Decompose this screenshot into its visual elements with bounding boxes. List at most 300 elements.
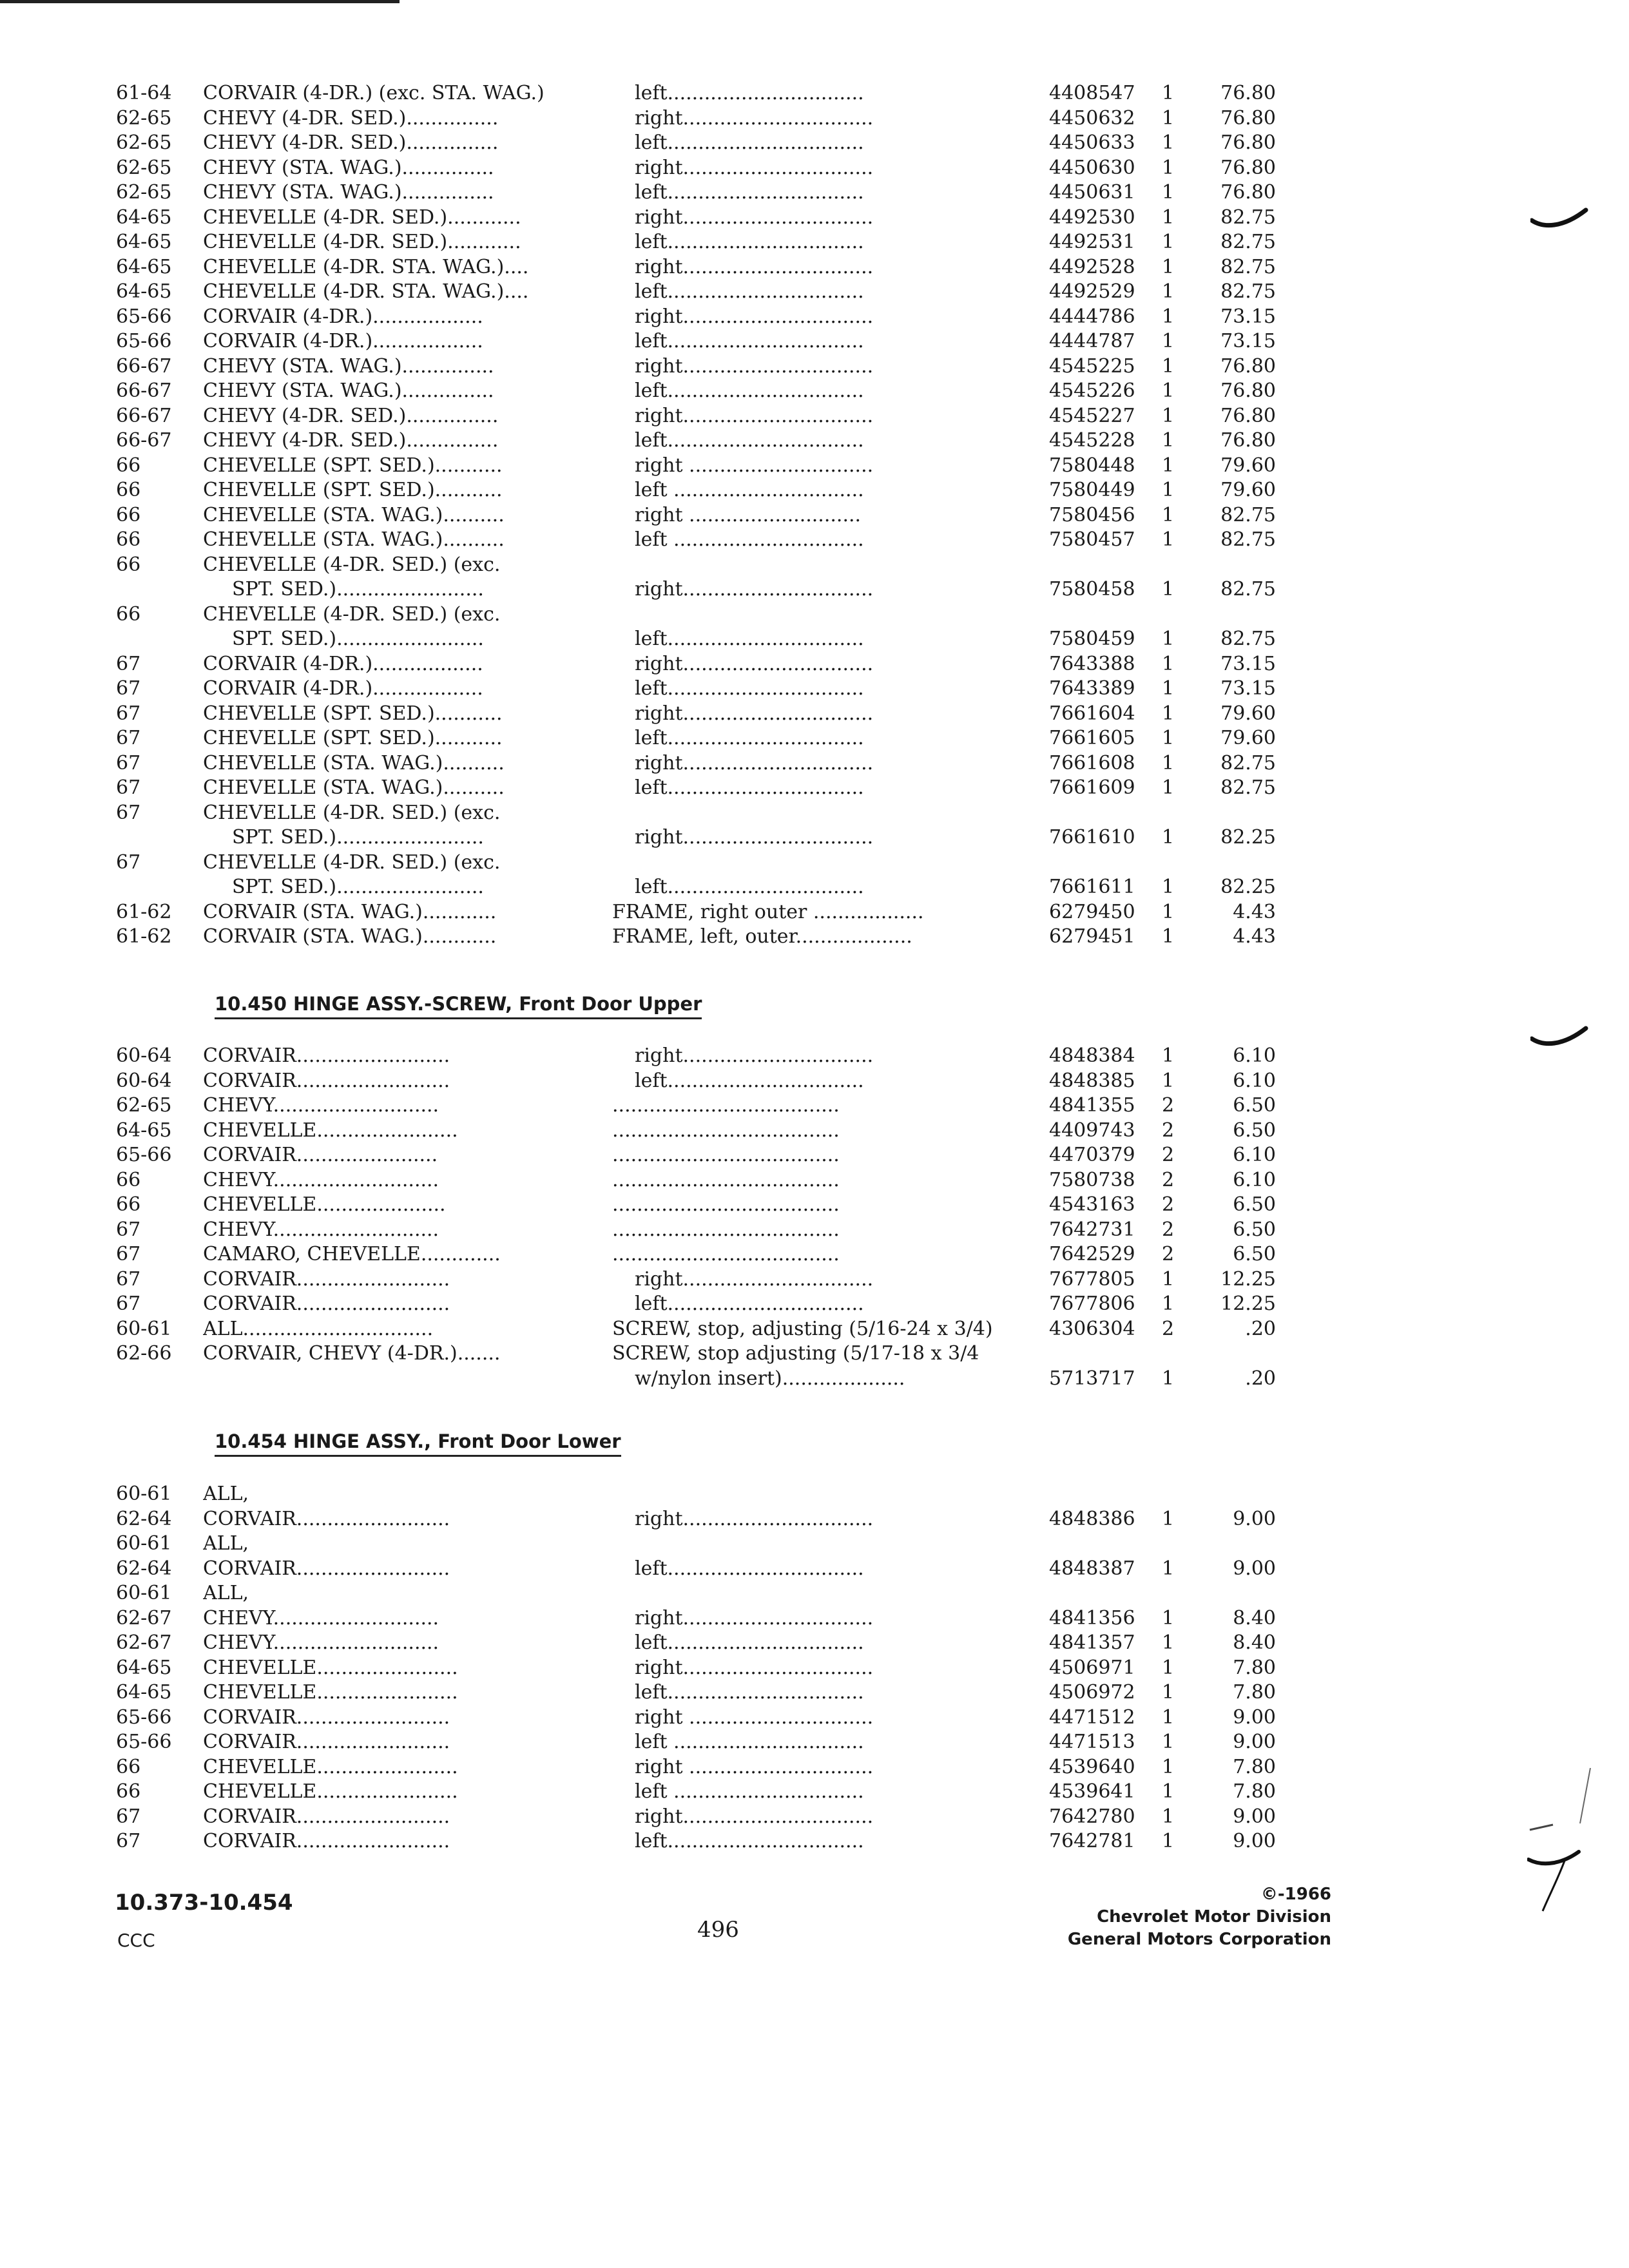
price: 6.50 [1233,1094,1276,1117]
year-range: 66 [116,1193,141,1216]
part-description: left................................ [635,727,864,749]
year-range: 62-64 [116,1557,172,1580]
quantity: 1 [1162,354,1175,378]
part-description: left................................ [635,1557,864,1580]
part-number: 4841357 [1049,1631,1135,1654]
table-row [116,751,1276,776]
part-number: 7661610 [1049,826,1135,849]
part-description: left................................ [635,231,864,253]
price: 9.00 [1233,1706,1276,1729]
table-row [116,131,1276,156]
year-range: 66 [116,1168,141,1191]
quantity: 1 [1162,1631,1175,1654]
table-row [116,801,1276,826]
quantity: 1 [1162,429,1175,452]
table-row [116,1755,1276,1780]
part-description: right............................... [635,255,874,278]
year-range: 64-65 [116,1656,172,1679]
part-description: left................................ [635,1681,864,1704]
quantity: 1 [1162,1755,1175,1778]
table-row [116,1507,1276,1532]
part-description: left ............................... [635,479,864,501]
model-name: CORVAIR (4-DR.).................. [203,652,483,675]
price: 82.25 [1220,876,1276,898]
part-description: ..................................... [612,1243,840,1265]
table-row [116,1367,1276,1392]
price: 76.80 [1220,156,1276,179]
part-description: left................................ [635,131,864,154]
model-name: CHEVELLE (4-DR. SED.) (exc. [203,553,501,576]
price: 82.75 [1220,503,1276,526]
table-row [116,255,1276,280]
model-name: CHEVELLE....................... [203,1755,458,1778]
model-name: CORVAIR......................... [203,1805,450,1828]
price: 79.60 [1220,727,1276,749]
quantity: 1 [1162,156,1175,179]
table-row [116,825,1276,850]
footer-division: Chevrolet Motor Division [1097,1907,1331,1927]
part-description: right............................... [635,1507,874,1530]
parts-list-section-2 [116,1044,1276,1391]
quantity: 2 [1162,1193,1175,1216]
year-range: 60-61 [116,1532,172,1555]
year-range: 60-61 [116,1317,172,1340]
year-range: 64-65 [116,206,172,229]
model-name: CHEVELLE (4-DR. STA. WAG.).... [203,255,529,278]
quantity: 1 [1162,255,1175,278]
margin-check-mark [1530,1024,1588,1057]
year-range: 67 [116,727,141,749]
model-name: CHEVY........................... [203,1218,439,1241]
part-description: right............................... [635,578,874,601]
model-name: CORVAIR......................... [203,1267,450,1291]
table-row [116,577,1276,602]
quantity: 1 [1162,1557,1175,1580]
part-number: 7580456 [1049,503,1135,526]
model-name: CORVAIR......................... [203,1293,450,1315]
price: 76.80 [1220,82,1276,104]
price: 82.75 [1220,206,1276,229]
price: 76.80 [1220,380,1276,402]
part-description: ..................................... [612,1193,840,1216]
table-row [116,1606,1276,1631]
price: 82.75 [1220,280,1276,303]
part-number: 4848385 [1049,1069,1135,1092]
quantity: 1 [1162,1069,1175,1092]
year-range: 66-67 [116,404,172,427]
part-description: w/nylon insert).................... [635,1367,905,1390]
model-name: CORVAIR......................... [203,1069,450,1092]
price: 76.80 [1220,106,1276,130]
part-description: left................................ [635,1631,864,1654]
quantity: 1 [1162,1267,1175,1291]
part-description: left ............................... [635,528,864,551]
price: 9.00 [1233,1557,1276,1580]
price: 6.10 [1233,1044,1276,1067]
part-description: right .............................. [635,1706,874,1729]
model-name: CHEVELLE (4-DR. SED.) (exc. [203,850,501,874]
part-description: left ............................... [635,1780,864,1803]
table-row [116,329,1276,354]
table-row [116,1631,1276,1656]
model-name: CHEVELLE (STA. WAG.).......... [203,528,505,551]
year-range: 60-61 [116,1483,172,1505]
part-number: 4848386 [1049,1507,1135,1530]
part-number: 7677805 [1049,1267,1135,1291]
year-range: 67 [116,1243,141,1265]
table-row [116,1218,1276,1243]
price: 82.75 [1220,231,1276,253]
part-number: 4545226 [1049,380,1135,402]
year-range: 67 [116,850,141,874]
part-number: 4306304 [1049,1317,1135,1340]
price: 6.10 [1233,1144,1276,1166]
price: 76.80 [1220,131,1276,154]
year-range: 66 [116,602,141,626]
year-range: 67 [116,702,141,725]
year-range: 62-65 [116,1094,172,1117]
part-number: 7643388 [1049,652,1135,675]
year-range: 61-62 [116,925,172,948]
part-number: 4450633 [1049,131,1135,154]
part-number: 7642529 [1049,1243,1135,1265]
model-name: SPT. SED.)........................ [232,578,484,601]
model-name: ALL............................... [203,1317,434,1340]
part-number: 7580457 [1049,528,1135,551]
quantity: 1 [1162,280,1175,303]
part-description: right .............................. [635,1755,874,1778]
quantity: 1 [1162,1805,1175,1828]
price: 73.15 [1220,677,1276,700]
table-row [116,875,1276,900]
table-row [116,1341,1276,1367]
quantity: 2 [1162,1317,1175,1340]
part-number: 7661611 [1049,876,1135,898]
year-range: 66 [116,503,141,526]
model-name: CHEVELLE (STA. WAG.).......... [203,776,505,799]
part-description: left................................ [635,1069,864,1092]
table-row [116,503,1276,528]
quantity: 1 [1162,454,1175,477]
table-row [116,1168,1276,1193]
part-description: right............................... [635,354,874,378]
table-row [116,1044,1276,1069]
quantity: 2 [1162,1218,1175,1241]
part-number: 7580448 [1049,454,1135,477]
part-description: SCREW, stop, adjusting (5/16-24 x 3/4) [612,1317,993,1340]
price: 9.00 [1233,1731,1276,1753]
section-heading-10-454: 10.454 HINGE ASSY., Front Door Lower [215,1430,621,1457]
price: 82.75 [1220,628,1276,650]
quantity: 1 [1162,330,1175,352]
model-name: CHEVY (STA. WAG.)............... [203,156,494,179]
part-number: 7661605 [1049,727,1135,749]
model-name: CHEVELLE (4-DR. SED.)............ [203,231,521,253]
year-range: 66 [116,528,141,551]
model-name: CHEVY (4-DR. SED.)............... [203,106,499,130]
model-name: CORVAIR......................... [203,1507,450,1530]
quantity: 1 [1162,1606,1175,1629]
footer-copyright: ©-1966 [1260,1885,1331,1904]
year-range: 65-66 [116,305,172,328]
part-number: 7661609 [1049,776,1135,799]
part-description: FRAME, right outer .................. [612,900,924,923]
model-name: CORVAIR (4-DR.).................. [203,330,483,352]
model-name: SPT. SED.)........................ [232,628,484,650]
table-row [116,1093,1276,1119]
model-name: CORVAIR, CHEVY (4-DR.)....... [203,1342,501,1365]
quantity: 1 [1162,702,1175,725]
section-heading-10-450: 10.450 HINGE ASSY.-SCREW, Front Door Upper [215,993,702,1019]
year-range: 64-65 [116,280,172,303]
parts-list-section-1 [116,81,1276,950]
quantity: 1 [1162,231,1175,253]
price: 6.50 [1233,1218,1276,1241]
part-number: 4841355 [1049,1094,1135,1117]
margin-check-mark [1527,1765,1598,1914]
part-number: 6279450 [1049,900,1135,923]
year-range: 65-66 [116,1731,172,1753]
price: 79.60 [1220,702,1276,725]
part-description: ..................................... [612,1094,840,1117]
part-description: right............................... [635,1044,874,1067]
table-row [116,1780,1276,1805]
table-row [116,379,1276,404]
year-range: 66-67 [116,354,172,378]
table-row [116,354,1276,380]
quantity: 1 [1162,181,1175,204]
part-number: 4545225 [1049,354,1135,378]
table-row [116,1267,1276,1293]
year-range: 64-65 [116,1119,172,1142]
part-number: 4545227 [1049,404,1135,427]
quantity: 2 [1162,1168,1175,1191]
price: 4.43 [1233,925,1276,948]
table-row [116,428,1276,454]
quantity: 1 [1162,1830,1175,1852]
model-name: CHEVY (4-DR. SED.)............... [203,131,499,154]
model-name: CHEVELLE....................... [203,1656,458,1679]
price: 6.10 [1233,1168,1276,1191]
year-range: 60-64 [116,1069,172,1092]
price: 6.50 [1233,1193,1276,1216]
quantity: 1 [1162,82,1175,104]
price: 76.80 [1220,404,1276,427]
part-description: right............................... [635,305,874,328]
part-description: left................................ [635,628,864,650]
quantity: 2 [1162,1119,1175,1142]
quantity: 1 [1162,776,1175,799]
quantity: 1 [1162,677,1175,700]
quantity: 1 [1162,826,1175,849]
year-range: 67 [116,1293,141,1315]
model-name: CORVAIR......................... [203,1731,450,1753]
part-description: FRAME, left, outer................... [612,925,912,948]
table-row [116,1069,1276,1094]
table-row [116,1292,1276,1317]
table-row [116,1482,1276,1507]
part-number: 4450631 [1049,181,1135,204]
table-row [116,677,1276,702]
price: 82.75 [1220,578,1276,601]
year-range: 62-65 [116,181,172,204]
year-range: 67 [116,1267,141,1291]
table-row [116,1805,1276,1830]
quantity: 1 [1162,876,1175,898]
model-name: CAMARO, CHEVELLE............. [203,1243,501,1265]
table-row [116,1680,1276,1706]
model-name: CHEVY (STA. WAG.)............... [203,354,494,378]
part-number: 4492530 [1049,206,1135,229]
year-range: 67 [116,801,141,824]
quantity: 1 [1162,1367,1175,1390]
quantity: 2 [1162,1094,1175,1117]
quantity: 1 [1162,305,1175,328]
model-name: CHEVELLE (SPT. SED.)........... [203,727,503,749]
part-description: right............................... [635,826,874,849]
model-name: CHEVELLE (4-DR. STA. WAG.).... [203,280,529,303]
model-name: CHEVY (4-DR. SED.)............... [203,404,499,427]
quantity: 1 [1162,727,1175,749]
year-range: 64-65 [116,231,172,253]
quantity: 1 [1162,1507,1175,1530]
part-number: 7580459 [1049,628,1135,650]
part-number: 4471513 [1049,1731,1135,1753]
model-name: CORVAIR (STA. WAG.)............ [203,900,497,923]
part-number: 7677806 [1049,1293,1135,1315]
table-row [116,1557,1276,1582]
year-range: 60-61 [116,1582,172,1604]
part-number: 4841356 [1049,1606,1135,1629]
price: 73.15 [1220,330,1276,352]
part-description: left ............................... [635,1731,864,1753]
model-name: CORVAIR (STA. WAG.)............ [203,925,497,948]
year-range: 67 [116,1830,141,1852]
part-description: left................................ [635,380,864,402]
price: 76.80 [1220,429,1276,452]
price: 6.50 [1233,1119,1276,1142]
part-number: 7661604 [1049,702,1135,725]
price: 82.75 [1220,776,1276,799]
year-range: 62-64 [116,1507,172,1530]
year-range: 66 [116,1755,141,1778]
model-name: CORVAIR......................... [203,1557,450,1580]
table-row [116,305,1276,330]
model-name: ALL, [203,1483,249,1505]
model-name: CHEVY........................... [203,1094,439,1117]
footer-page-range: 10.373-10.454 [115,1890,293,1916]
price: 73.15 [1220,305,1276,328]
model-name: CORVAIR (4-DR.).................. [203,677,483,700]
price: 79.60 [1220,454,1276,477]
part-number: 7642731 [1049,1218,1135,1241]
part-description: left................................ [635,776,864,799]
model-name: CORVAIR (4-DR.).................. [203,305,483,328]
price: 76.80 [1220,181,1276,204]
margin-check-mark [1530,206,1588,238]
part-description: right ............................ [635,503,862,526]
page-number: 496 [697,1917,739,1943]
year-range: 62-66 [116,1342,172,1365]
year-range: 65-66 [116,330,172,352]
table-row [116,1829,1276,1854]
table-row [116,478,1276,503]
part-number: 4539641 [1049,1780,1135,1803]
quantity: 1 [1162,1293,1175,1315]
part-number: 4444787 [1049,330,1135,352]
year-range: 62-67 [116,1631,172,1654]
table-row [116,404,1276,429]
quantity: 1 [1162,1656,1175,1679]
part-number: 4848384 [1049,1044,1135,1067]
model-name: CHEVELLE....................... [203,1681,458,1704]
model-name: CORVAIR......................... [203,1830,450,1852]
part-description: left................................ [635,181,864,204]
quantity: 1 [1162,404,1175,427]
parts-list-section-3 [116,1482,1276,1854]
table-row [116,180,1276,206]
model-name: CHEVY (STA. WAG.)............... [203,380,494,402]
model-name: CORVAIR......................... [203,1044,450,1067]
part-description: right............................... [635,206,874,229]
price: 7.80 [1233,1681,1276,1704]
footer-corporation: General Motors Corporation [1067,1930,1331,1949]
part-number: 4450630 [1049,156,1135,179]
part-number: 4848387 [1049,1557,1135,1580]
quantity: 1 [1162,1706,1175,1729]
part-description: right............................... [635,1267,874,1291]
year-range: 67 [116,751,141,774]
model-name: CORVAIR....................... [203,1144,438,1166]
year-range: 66 [116,553,141,576]
year-range: 60-64 [116,1044,172,1067]
part-description: right............................... [635,404,874,427]
model-name: CHEVELLE (STA. WAG.).......... [203,503,505,526]
model-name: CHEVY........................... [203,1631,439,1654]
part-number: 4543163 [1049,1193,1135,1216]
part-description: left................................ [635,280,864,303]
table-row [116,925,1276,950]
price: 8.40 [1233,1606,1276,1629]
year-range: 64-65 [116,1681,172,1704]
quantity: 1 [1162,751,1175,774]
model-name: ALL, [203,1532,249,1555]
part-number: 4471512 [1049,1706,1135,1729]
year-range: 62-65 [116,106,172,130]
part-description: right............................... [635,1656,874,1679]
year-range: 62-67 [116,1606,172,1629]
year-range: 64-65 [116,255,172,278]
part-description: ..................................... [612,1218,840,1241]
model-name: CHEVELLE (SPT. SED.)........... [203,454,503,477]
quantity: 1 [1162,578,1175,601]
table-row [116,454,1276,479]
price: 9.00 [1233,1507,1276,1530]
table-row [116,1119,1276,1144]
price: 6.50 [1233,1243,1276,1265]
part-number: 4506972 [1049,1681,1135,1704]
table-row [116,553,1276,578]
table-row [116,602,1276,628]
model-name: ALL, [203,1582,249,1604]
table-row [116,1656,1276,1681]
price: 82.75 [1220,255,1276,278]
quantity: 2 [1162,1243,1175,1265]
part-description: right .............................. [635,454,874,477]
year-range: 62-65 [116,131,172,154]
quantity: 1 [1162,925,1175,948]
price: 9.00 [1233,1830,1276,1852]
